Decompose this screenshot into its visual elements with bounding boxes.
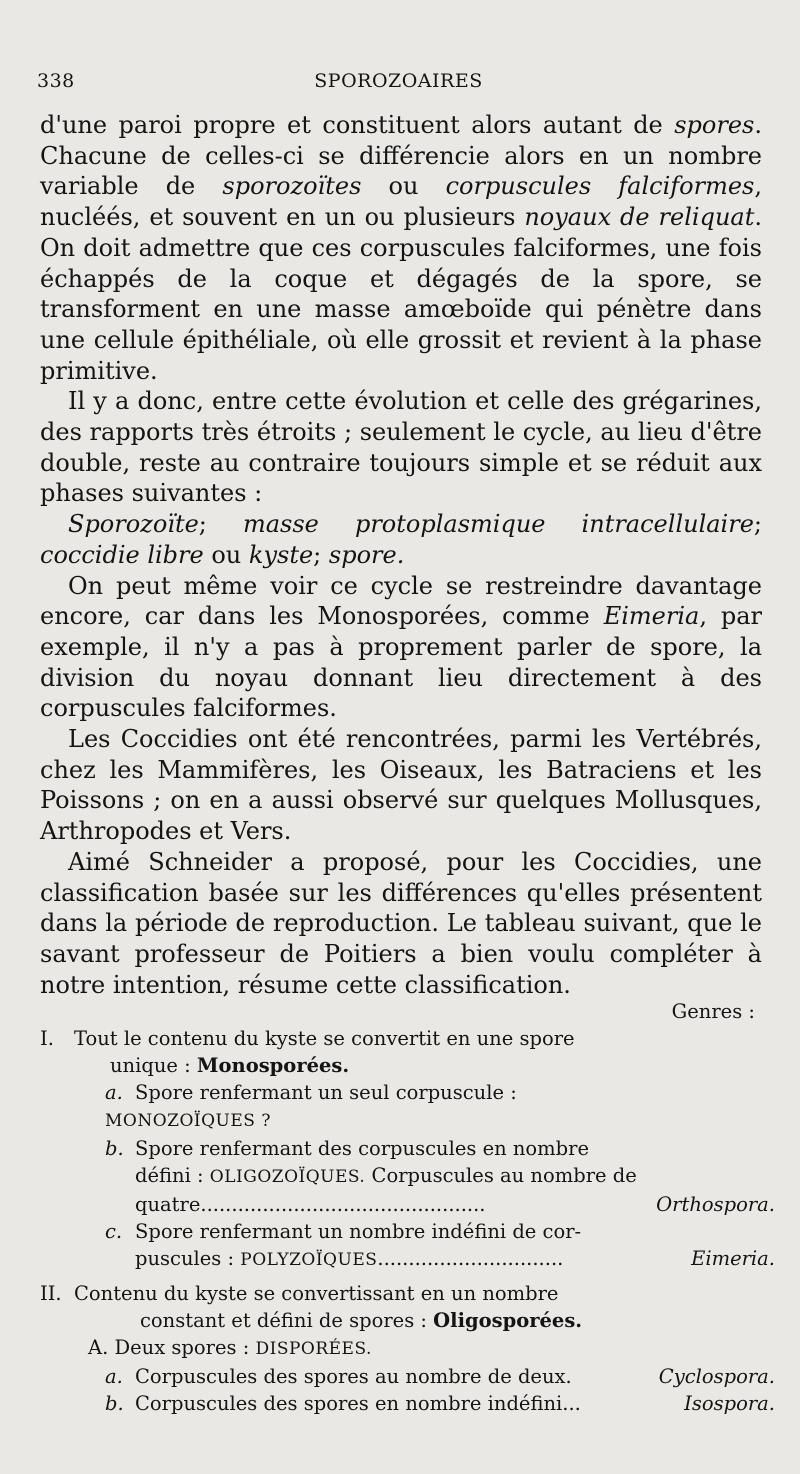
class-I-b: b. Spore renfermant des corpuscules en nombre [105,1137,590,1160]
genres-heading: Genres : [671,1000,755,1023]
paragraph-2: Il y a donc, entre cette évolution et celle des grégarines, des rapports très étroits ; seulement le cycle, au lieu d'être double, reste au contraire toujours simple et se réduit aux phases suivantes : [40,387,762,508]
class-I: I. Tout le contenu du kyste se convertit en une spore [40,1027,575,1050]
class-II-A-b: b. Corpuscules des spores en nombre indéfini... Isospora. [105,1392,775,1415]
term-corpuscules: corpuscules falciformes [445,172,755,201]
class-II-A-a: a. Corpuscules des spores au nombre de deux. Cyclospora. [105,1365,775,1388]
class-II-cont: constant et défini de spores : Oligosporées. [140,1309,583,1332]
class-I-b-genus: quatre.............................................. Orthospora. [135,1193,775,1216]
paragraph-3: Sporozoïte; masse protoplasmique intracellulaire; coccidie libre ou kyste; spore. [40,510,763,569]
classification-table [40,998,775,1417]
class-I-c: c. Spore renfermant un nombre indéfini de cor- [105,1220,582,1243]
paragraph-5: Les Coccidies ont été rencontrées, parmi les Vertébrés, chez les Mammifères, les Oiseaux, les Batraciens et les Poissons ; on en a aussi observé sur quelques Mollusques, Arthropodes et Vers. [40,725,762,846]
term-noyaux: noyaux de reliquat [524,203,755,232]
class-I-a: a. Spore renfermant un seul corpuscule : MONOZOÏQUES ? [105,1081,517,1131]
term-sporozoites: sporozoïtes [222,172,362,201]
paragraph-1: d'une paroi propre et constituent alors autant de spores. Chacune de celles-ci se différencie alors en un nombre variable de sporozoïtes ou corpuscules falciformes, nucléés, et souvent en un ou plusieurs noyaux de reliquat. On doit admettre que ces corpuscules falciformes, une fois échappés de la coque et dégagés de la spore, se transforment en une masse amœboïde qui pénètre dans une cellule épithéliale, où elle grossit et revient à la phase primitive. [40,111,763,385]
class-I-cont: unique : Monosporées. [110,1054,350,1077]
group-oligosporees: Oligosporées. [433,1309,583,1332]
group-monosporees: Monosporées. [196,1054,350,1077]
page-number: 338 [37,70,75,92]
body-text [40,110,762,1000]
genus-eimeria: Eimeria. [691,1247,775,1270]
term-eimeria: Eimeria [603,602,700,631]
running-title: SPOROZOAIRES [314,70,483,92]
genus-isospora: Isospora. [684,1392,775,1415]
paragraph-6: Aimé Schneider a proposé, pour les Coccidies, une classification basée sur les différences qu'elles présentent dans la période de reproduction. Le tableau suivant, que le savant professeur de Poitiers a bien voulu compléter à notre intention, résume cette classification. [40,847,762,999]
page-header [37,70,760,100]
genus-cyclospora: Cyclospora. [658,1365,775,1388]
term-spores: spores [674,111,755,139]
class-I-c-genus: puscules : POLYZOÏQUES.............................. Eimeria. [135,1247,775,1270]
class-I-b-cont: défini : OLIGOZOÏQUES. Corpuscules au nombre de [135,1164,637,1187]
class-II: II. Contenu du kyste se convertissant en un nombre [40,1282,559,1305]
paragraph-4: On peut même voir ce cycle se restreindre davantage encore, car dans les Monosporées, comme Eimeria, par exemple, il n'y a pas à proprement parler de spore, la division du noyau donnant lieu directement à des corpuscules falciformes. [40,571,762,723]
genus-orthospora: Orthospora. [656,1193,775,1216]
class-II-A: A. Deux spores : DISPORÉES. [88,1336,372,1359]
